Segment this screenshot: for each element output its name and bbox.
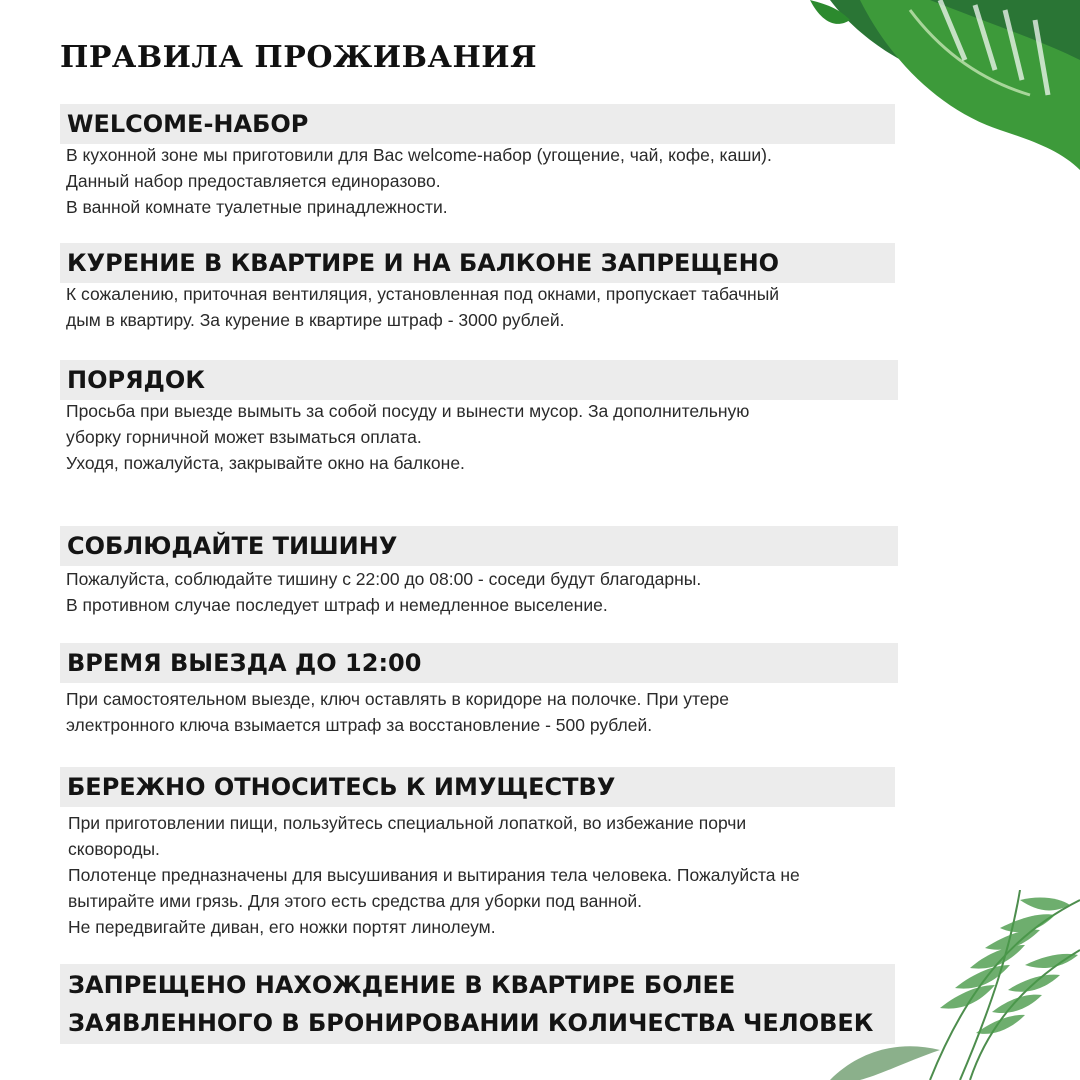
text-line: дым в квартиру. За курение в квартире штраф - 3000 рублей. xyxy=(66,310,565,330)
text-line: При самостоятельном выезде, ключ оставлять в коридоре на полочке. При утере xyxy=(66,689,729,709)
section-body-checkout-time xyxy=(66,686,729,738)
monstera-leaf-icon xyxy=(790,0,1080,200)
section-body-welcome-kit xyxy=(66,142,772,220)
text-line: В ванной комнате туалетные принадлежности. xyxy=(66,197,448,217)
section-body-property-care xyxy=(68,810,800,940)
section-heading-occupancy-limit xyxy=(60,964,895,1044)
text-line: Уходя, пожалуйста, закрывайте окно на балконе. xyxy=(66,453,465,473)
text-line: Данный набор предоставляется единоразово. xyxy=(66,171,441,191)
section-heading-order: ПОРЯДОК xyxy=(60,360,898,400)
text-line: уборку горничной может взыматься оплата. xyxy=(66,427,422,447)
text-line: В кухонной зоне мы приготовили для Вас welcome-набор (угощение, чай, кофе, каши). xyxy=(66,145,772,165)
section-heading-welcome-kit: WELCOME-НАБОР xyxy=(60,104,895,144)
section-heading-quiet: СОБЛЮДАЙТЕ ТИШИНУ xyxy=(60,526,898,566)
section-body-no-smoking xyxy=(66,281,779,333)
text-line: сковороды. xyxy=(68,839,160,859)
text-line: К сожалению, приточная вентиляция, установленная под окнами, пропускает табачный xyxy=(66,284,780,304)
text-line: В противном случае последует штраф и немедленное выселение. xyxy=(66,595,608,615)
page-title: ПРАВИЛА ПРОЖИВАНИЯ xyxy=(60,40,538,75)
text-line: Не передвигайте диван, его ножки портят линолеум. xyxy=(68,917,496,937)
heading-line: ЗАПРЕЩЕНО НАХОЖДЕНИЕ В КВАРТИРЕ БОЛЕЕ xyxy=(68,971,736,999)
text-line: вытирайте ими грязь. Для этого есть средства для уборки под ванной. xyxy=(68,891,643,911)
section-heading-property-care: БЕРЕЖНО ОТНОСИТЕСЬ К ИМУЩЕСТВУ xyxy=(60,767,895,807)
section-heading-checkout-time: ВРЕМЯ ВЫЕЗДА ДО 12:00 xyxy=(60,643,898,683)
text-line: Полотенце предназначены для высушивания и вытирания тела человека. Пожалуйста не xyxy=(68,865,800,885)
text-line: электронного ключа взымается штраф за восстановление - 500 рублей. xyxy=(66,715,653,735)
text-line: Просьба при выезде вымыть за собой посуду и вынести мусор. За дополнительную xyxy=(66,401,750,421)
section-body-order xyxy=(66,398,749,476)
section-body-quiet xyxy=(66,566,701,618)
text-line: Пожалуйста, соблюдайте тишину с 22:00 до 08:00 - соседи будут благодарны. xyxy=(66,569,702,589)
text-line: При приготовлении пищи, пользуйтесь специальной лопаткой, во избежание порчи xyxy=(68,813,747,833)
heading-line: ЗАЯВЛЕННОГО В БРОНИРОВАНИИ КОЛИЧЕСТВА ЧЕЛОВЕК xyxy=(68,1009,874,1037)
section-heading-no-smoking: КУРЕНИЕ В КВАРТИРЕ И НА БАЛКОНЕ ЗАПРЕЩЕНО xyxy=(60,243,895,283)
